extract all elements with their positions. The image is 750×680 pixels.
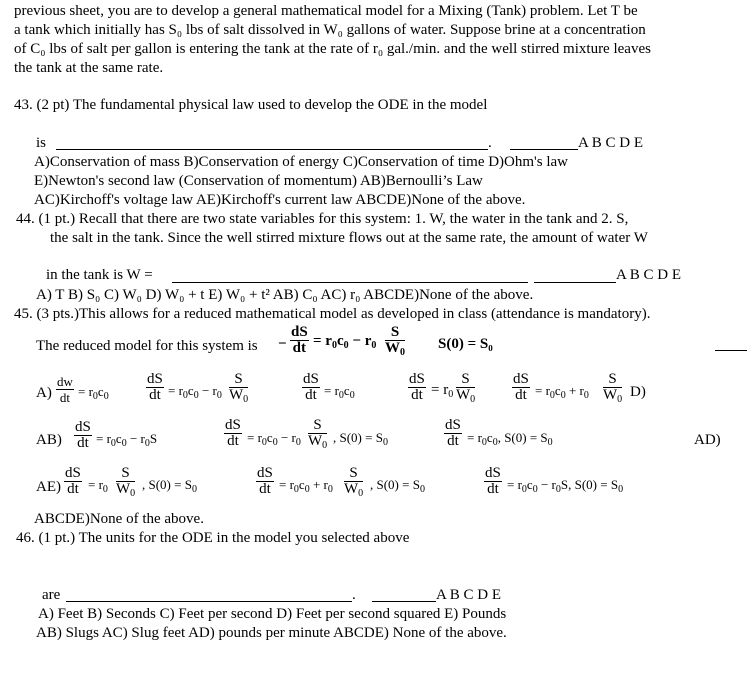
q45-choice-blank[interactable] [715, 350, 747, 351]
intro-line-3: of C₀ lbs of salt per gallon is entering the tank at the rate of r₀ gal./min. and the well stirred mixture leaves [14, 41, 651, 57]
q45-none-option: ABCDE)None of the above. [34, 511, 204, 527]
q43-option-line-1: A)Conservation of mass B)Conservation of energy C)Conservation of time D)Ohm's law [34, 154, 569, 170]
intro-line-4: the tank at the same rate. [14, 60, 164, 76]
q43-choice-blank[interactable] [510, 149, 578, 150]
q43-answer-blank[interactable] [56, 149, 488, 150]
q45-label-AD: AD) [694, 432, 721, 448]
q45-label-A: A) [36, 385, 52, 401]
q43-choices: A B C D E [578, 135, 644, 151]
q44-options: A) T B) S₀ C) W₀ D) W₀ + t E) W₀ + t² AB) C₀ AC) r₀ ABCDE)None of the above. [36, 287, 534, 303]
q44-line-1: 44. (1 pt.) Recall that there are two state variables for this system: 1. W, the water in the tank and 2. S, [16, 211, 629, 227]
q43-is: is [36, 135, 47, 151]
q44-line-3: in the tank is W = [46, 267, 153, 283]
q46-choices: A B C D E [436, 587, 502, 603]
q46-choice-blank[interactable] [372, 601, 436, 602]
q43-period: . [488, 135, 492, 151]
q45-initial-condition: S(0) = S₀ [438, 336, 493, 352]
q44-choices: A B C D E [616, 267, 682, 283]
q44-choice-blank[interactable] [534, 282, 616, 283]
q46-answer-blank[interactable] [66, 601, 352, 602]
q43-option-line-3: AC)Kirchoff's voltage law AE)Kirchoff's current law ABCDE)None of the above. [34, 192, 526, 208]
q46-are: are [42, 587, 61, 603]
intro-line-1: previous sheet, you are to develop a general mathematical model for a Mixing (Tank) problem. Let T be [14, 3, 638, 19]
q43-option-line-2: E)Newton's second law (Conservation of momentum) AB)Bernoulli’s Law [34, 173, 483, 189]
q45-label-AE: AE) [36, 479, 61, 495]
q46-option-line-2: AB) Slugs AC) Slug feet AD) pounds per minute ABCDE) None of the above. [36, 625, 507, 641]
q45-label-AB: AB) [36, 432, 62, 448]
q45-line-1: 45. (3 pts.)This allows for a reduced mathematical model as developed in class (attendance is mandatory). [14, 306, 651, 322]
q46-stem: 46. (1 pt.) The units for the ODE in the model you selected above [16, 530, 410, 546]
q44-line-2: the salt in the tank. Since the well stirred mixture flows out at the same rate, the amount of water W [50, 230, 648, 246]
intro-line-2: a tank which initially has S₀ lbs of salt dissolved in W₀ gallons of water. Suppose brine at a concentration [14, 22, 646, 38]
q43-stem: 43. (2 pt) The fundamental physical law used to develop the ODE in the model [14, 97, 488, 113]
q45-label-D: D) [630, 384, 646, 400]
q45-line-2: The reduced model for this system is [36, 338, 258, 354]
q44-answer-blank[interactable] [172, 282, 528, 283]
q46-option-line-1: A) Feet B) Seconds C) Feet per second D) Feet per second squared E) Pounds [38, 606, 507, 622]
q46-period: . [352, 587, 356, 603]
